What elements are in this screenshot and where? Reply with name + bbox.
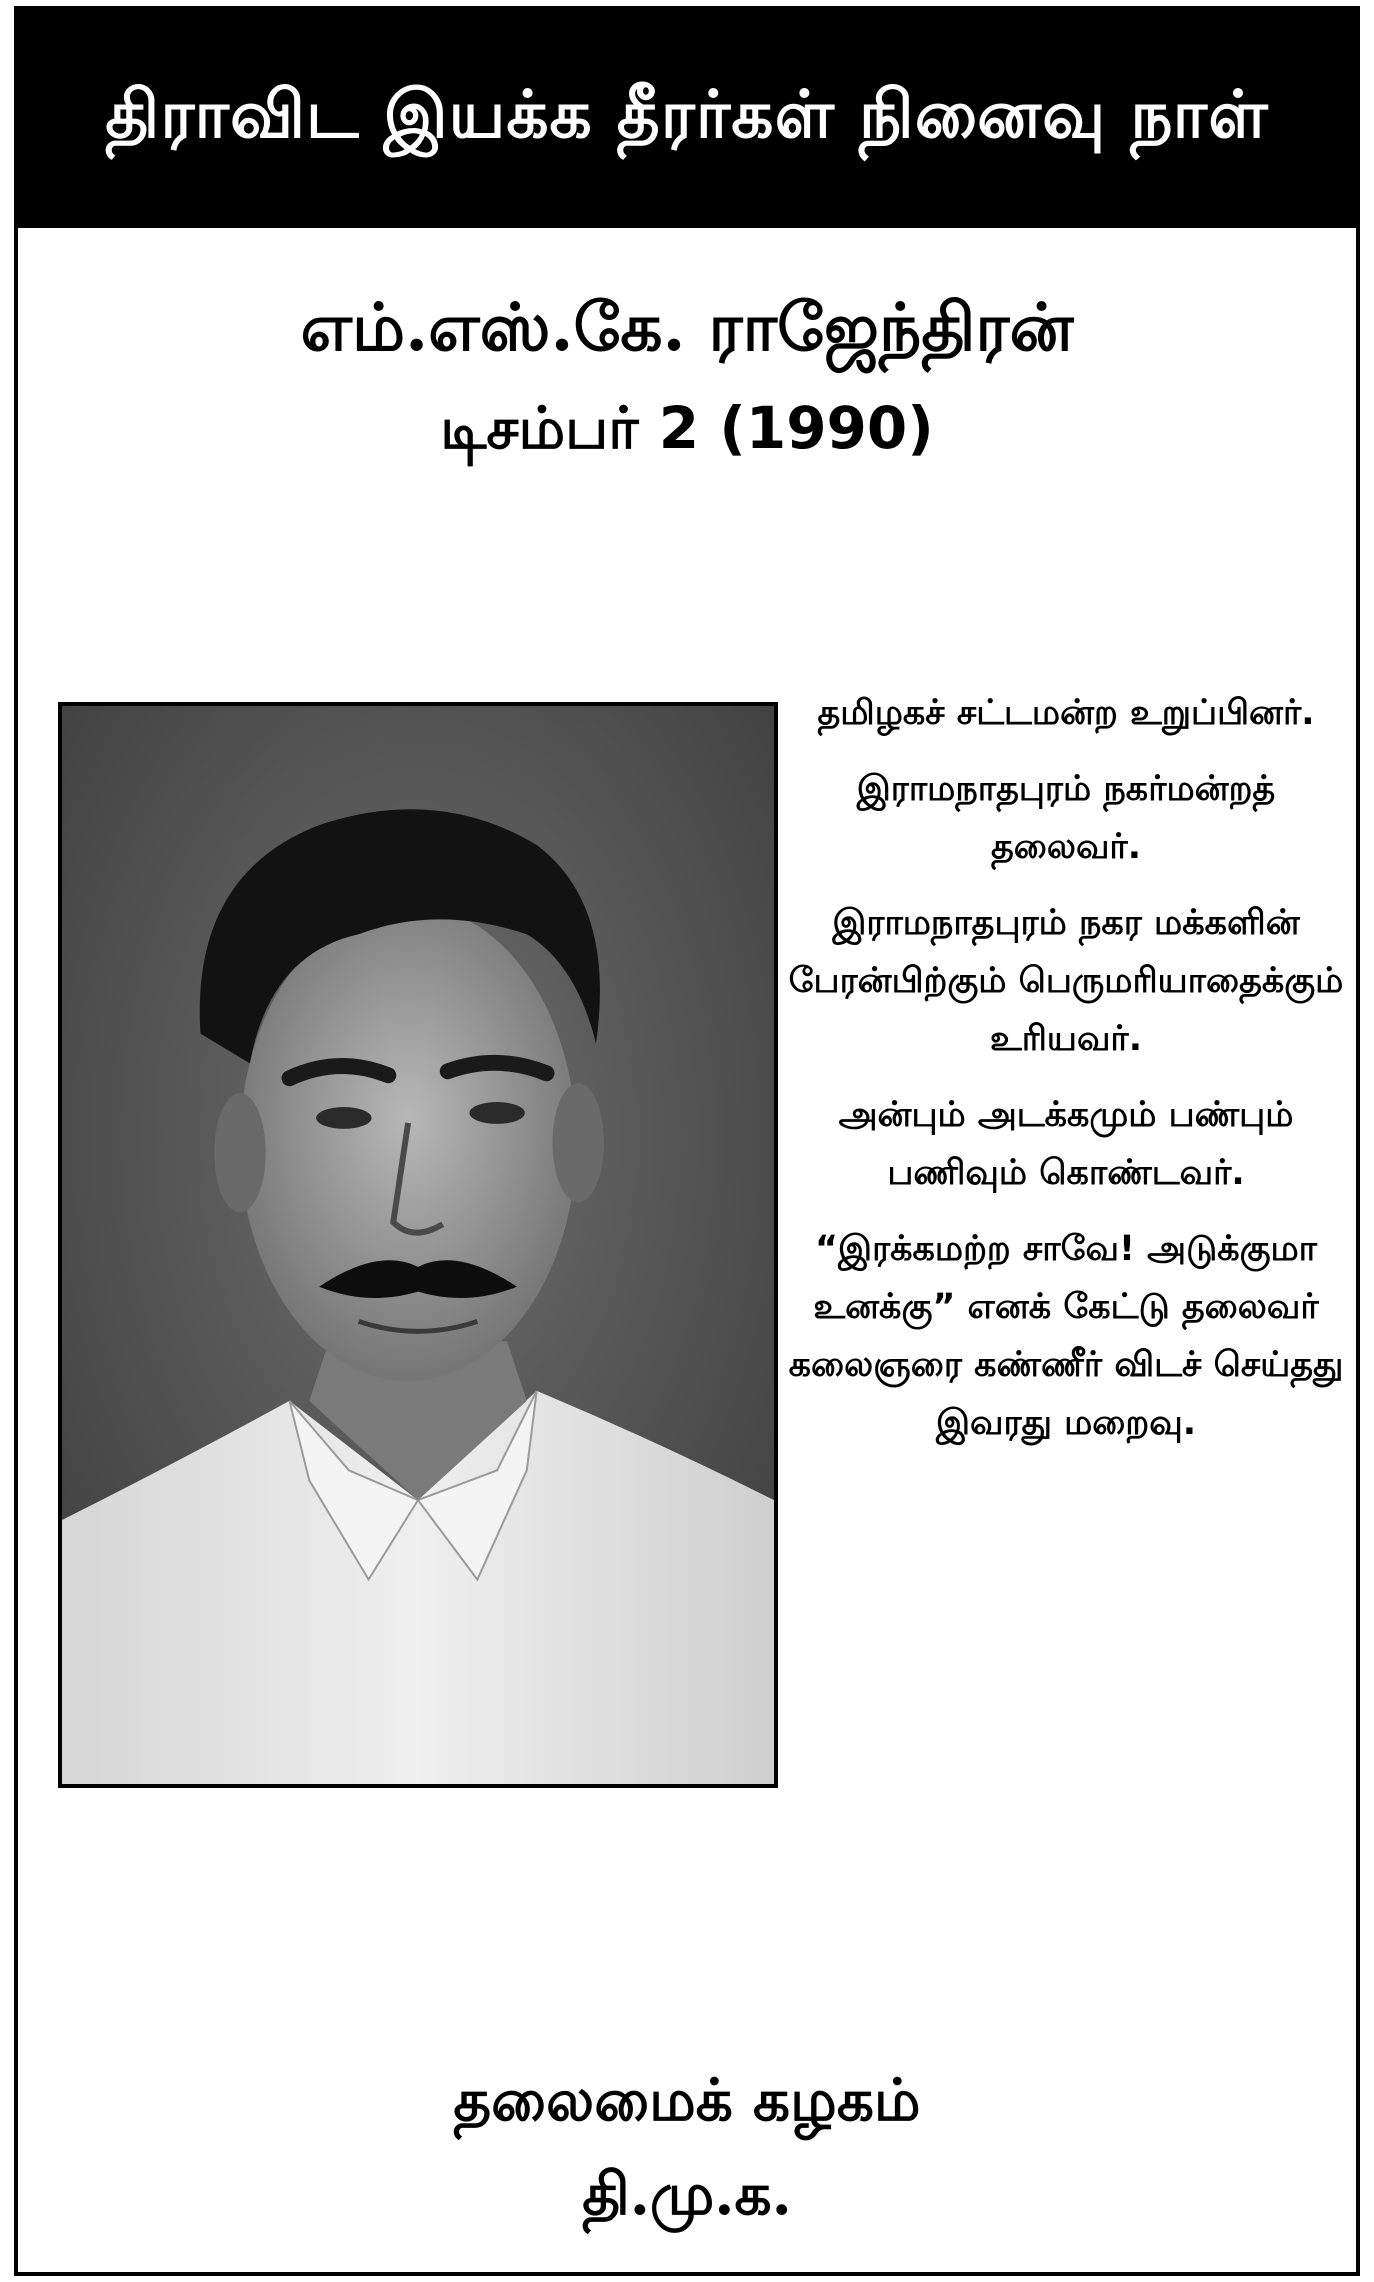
memorial-date: டிசம்பர் 2 (1990) xyxy=(440,394,934,462)
tribute-paragraph: தமிழகச் சட்டமன்ற உறுப்பினர். xyxy=(817,693,1315,733)
tribute-paragraph: அன்பும் அடக்கமும் பண்பும் பணிவும் கொண்டவர். xyxy=(838,1095,1294,1193)
tribute-paragraph: இராமநாதபுரம் நகர மக்களின் பேரன்பிற்கும் பெருமரியாதைக்கும் உரியவர். xyxy=(788,903,1344,1059)
footer-party: தி.மு.க. xyxy=(582,2160,792,2228)
banner-title: திராவிட இயக்க தீரர்கள் நினைவு நாள் xyxy=(105,76,1269,153)
tribute-paragraph: “இரக்கமற்ற சாவே! அடுக்குமா உனக்கு” எனக் கேட்டு தலைவர் கலைஞரை கண்ணீர் விடச் செய்தது இவரது மறைவு. xyxy=(788,1229,1344,1443)
tribute-text xyxy=(788,684,1344,1470)
portrait-photo xyxy=(58,702,778,1788)
footer-organization: தலைமைக் கழகம் xyxy=(453,2066,921,2134)
memorial-notice xyxy=(14,6,1360,2276)
portrait-image xyxy=(62,706,774,1784)
tribute-paragraph: இராமநாதபுரம் நகர்மன்றத் தலைவர். xyxy=(856,769,1276,867)
banner xyxy=(18,10,1356,228)
person-name: எம்.எஸ்.கே. ராஜேந்திரன் xyxy=(300,288,1074,366)
